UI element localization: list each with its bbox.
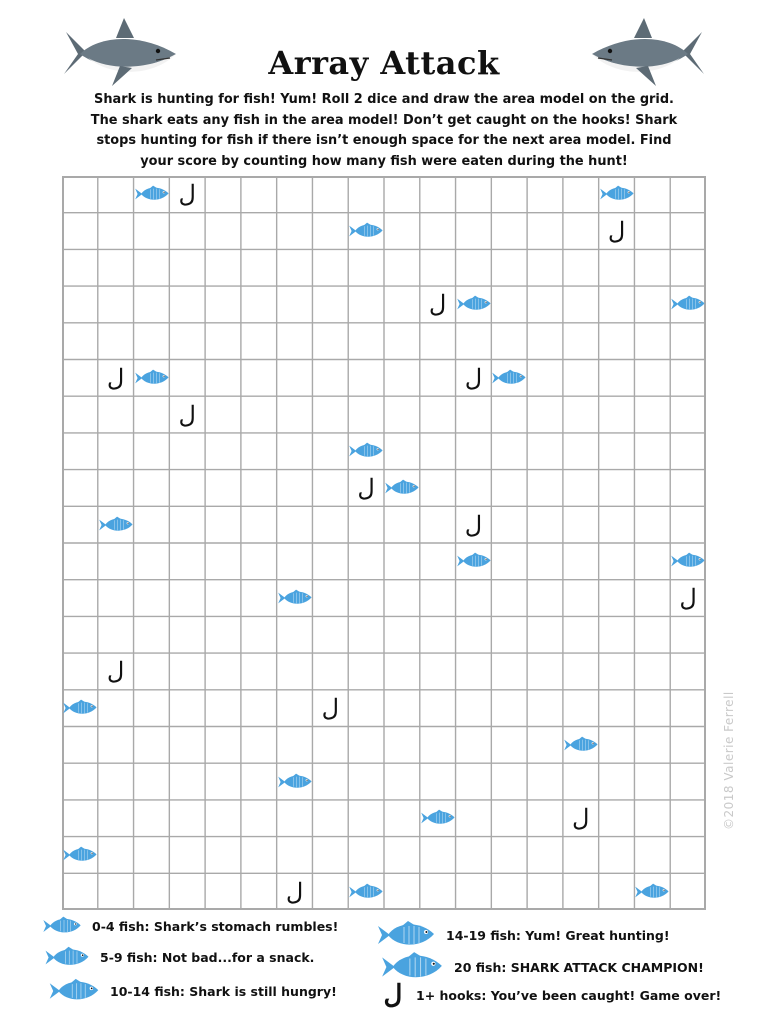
hook-icon: ل bbox=[106, 657, 125, 686]
hook-icon: ل bbox=[285, 877, 304, 906]
legend-item bbox=[42, 916, 338, 936]
fish-icon bbox=[44, 946, 90, 969]
fish-icon bbox=[634, 873, 670, 910]
instructions-line: Shark is hunting for fish! Yum! Roll 2 dice and draw the area model on the grid. bbox=[94, 92, 674, 107]
hook-icon: ل bbox=[178, 400, 196, 429]
fish-icon bbox=[384, 470, 420, 507]
fish-icon bbox=[62, 837, 98, 874]
fish-icon bbox=[134, 176, 170, 213]
hook-icon: ل bbox=[178, 180, 196, 209]
fish-icon bbox=[670, 543, 706, 580]
fish-icon bbox=[380, 951, 444, 983]
legend-item bbox=[380, 951, 704, 983]
legend-item bbox=[44, 946, 314, 969]
hook-icon: ل bbox=[607, 217, 626, 246]
hook-icon: ل bbox=[464, 510, 483, 539]
fish-icon bbox=[42, 916, 82, 936]
fish-icon bbox=[563, 727, 599, 764]
fish-icon bbox=[348, 873, 384, 910]
fish-icon bbox=[420, 800, 456, 837]
legend-label: 14-19 fish: Yum! Great hunting! bbox=[446, 927, 670, 943]
instructions bbox=[70, 90, 698, 172]
legend-label: 10-14 fish: Shark is still hungry! bbox=[110, 983, 337, 999]
hook-icon: ل bbox=[106, 363, 125, 392]
fish-icon bbox=[98, 506, 134, 543]
game-grid[interactable] bbox=[62, 176, 706, 910]
hook-icon: ل bbox=[428, 290, 447, 319]
fish-icon bbox=[456, 286, 492, 323]
legend-item bbox=[48, 978, 337, 1004]
hook-icon: ل bbox=[383, 980, 403, 1010]
legend-label: 20 fish: SHARK ATTACK CHAMPION! bbox=[454, 959, 704, 975]
fish-icon bbox=[376, 920, 436, 950]
fish-icon bbox=[348, 433, 384, 470]
hook-icon: ل bbox=[321, 694, 340, 723]
hook-icon: ل bbox=[679, 584, 697, 613]
legend-label: 5-9 fish: Not bad...for a snack. bbox=[100, 950, 315, 965]
legend-label: 1+ hooks: You’ve been caught! Game over! bbox=[416, 987, 722, 1003]
fish-icon bbox=[348, 213, 384, 250]
legend-label: 0-4 fish: Shark’s stomach rumbles! bbox=[92, 918, 339, 934]
fish-icon bbox=[277, 580, 313, 617]
grid-lines bbox=[62, 176, 706, 910]
hook-icon: ل bbox=[572, 804, 590, 833]
legend-item bbox=[380, 982, 721, 1008]
fish-icon bbox=[62, 690, 98, 727]
fish-icon bbox=[456, 543, 492, 580]
copyright-credit: ©2018 Valerie Ferrell bbox=[722, 691, 736, 830]
fish-icon bbox=[670, 286, 706, 323]
instructions-line: your score by counting how many fish were eaten during the hunt! bbox=[140, 153, 628, 169]
fish-icon bbox=[134, 360, 170, 397]
fish-icon bbox=[277, 763, 313, 800]
hook-icon: ل bbox=[357, 473, 375, 502]
hook-icon: ل bbox=[464, 363, 483, 392]
instructions-line: stops hunting for fish if there isn’t enough space for the next area model. Find bbox=[96, 133, 672, 148]
fish-icon bbox=[48, 978, 100, 1004]
fish-icon bbox=[491, 360, 527, 397]
page-title: Array Attack bbox=[268, 44, 500, 82]
fish-icon bbox=[599, 176, 635, 213]
instructions-line: The shark eats any fish in the area model! Don’t get caught on the hooks! Shark bbox=[90, 112, 678, 128]
legend-item bbox=[376, 920, 670, 950]
